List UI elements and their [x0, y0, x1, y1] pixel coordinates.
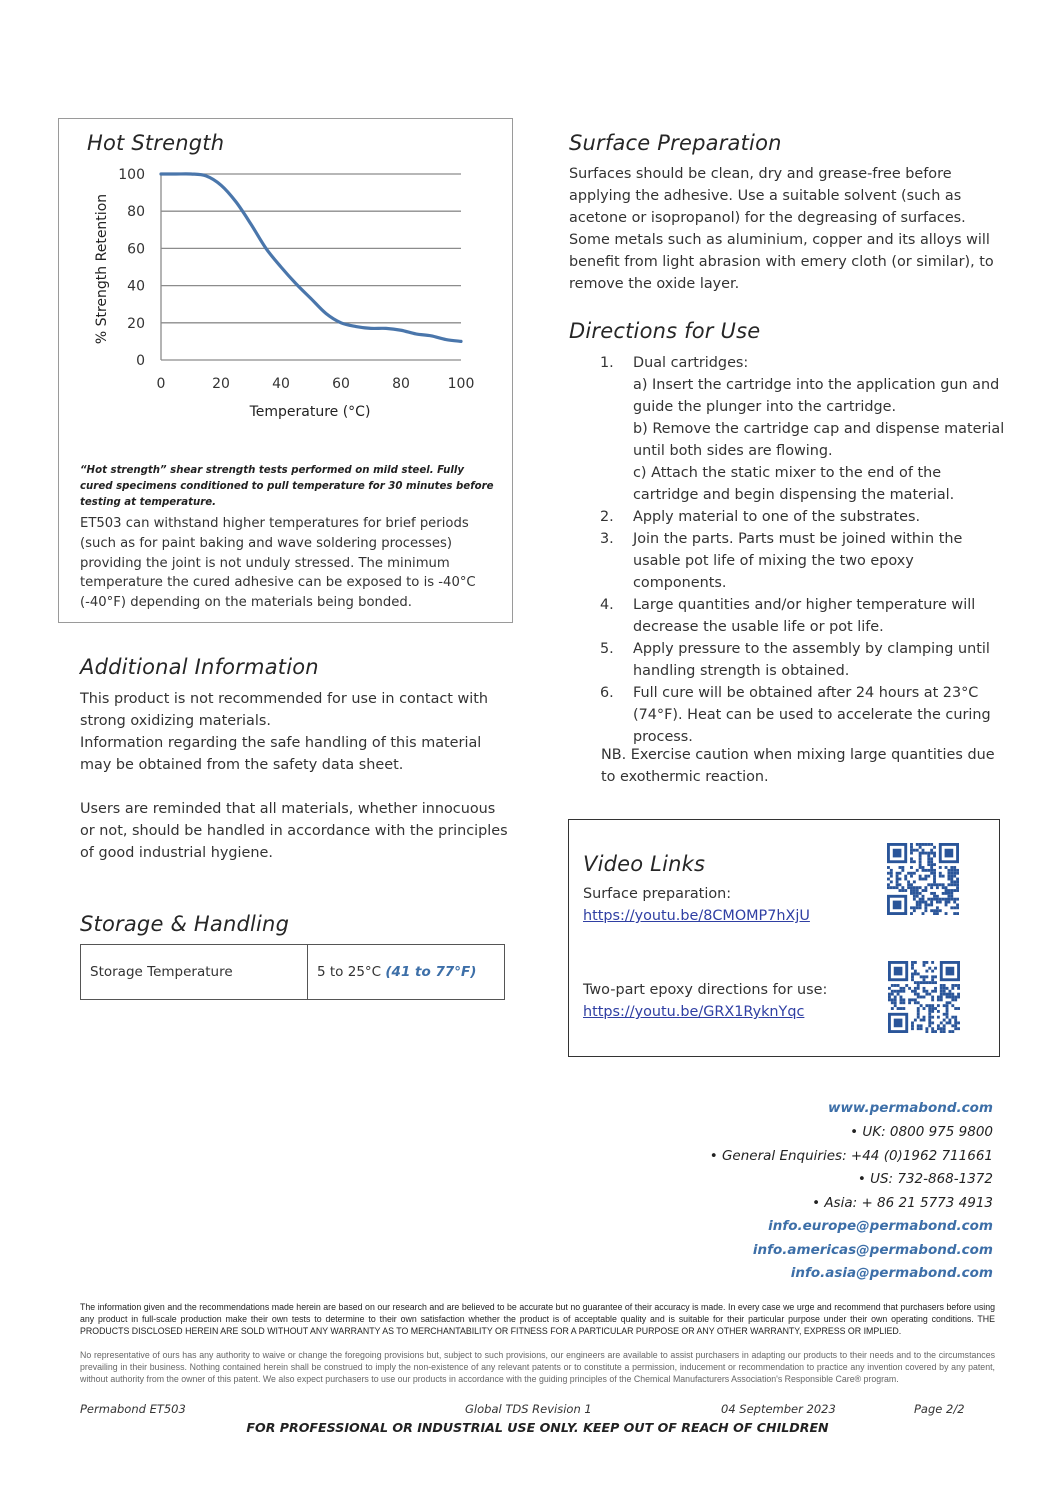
- direction-step-line: Full cure will be obtained after 24 hours at 23°C (74°F). Heat can be used to accelerate the curing process.: [633, 685, 991, 745]
- direction-step-text: [633, 352, 1010, 506]
- disclaimer-paragraph-2: No representative of ours has any authority to waive or change the foregoing provisions but, subject to such provisions, our engineers are available to assist purchasers in adapting our products to their needs and to the circumstances prevailing in their business. Nothing contained herein shall be construed to imply the non-existence of any relevant patents or to constitute a permission, inducement or recommendation to practice any invention covered by any patent, without authority from the owner of this patent. We also expect purchasers to use our products in accordance with the guiding principles of the Chemical Manufacturers Association's Responsible Care® program.: [80, 1350, 995, 1384]
- chart-series-line: [161, 174, 461, 342]
- disclaimer-paragraph-1: The information given and the recommendations made herein are based on our research and are believed to be accurate but no guarantee of their accuracy is made. In every case we urge and recommend that purchasers before using any product in full-scale production make their own tests to determine to their own satisfaction whether the product is of acceptable quality and is suitable for their particular purpose under their own operating conditions. THE PRODUCTS DISCLOSED HEREIN ARE SOLD WITHOUT ANY WARRANTY AS TO MERCHANTABILITY OR FITNESS FOR A PARTICULAR PURPOSE OR ANY OTHER WARRANTY, EXPRESS OR IMPLIED.: [80, 1302, 995, 1336]
- direction-step-number: 6.: [600, 685, 614, 701]
- additional-info-p2: Information regarding the safe handling of this material may be obtained from the safety data sheet.: [80, 735, 482, 773]
- chart-y-ticks: [118, 167, 145, 369]
- chart-x-tick-label: 100: [447, 376, 475, 392]
- temperature-note: ET503 can withstand higher temperatures for brief periods (such as for paint baking and wave soldering processes) providing the joint is not unduly stressed. The minimum temperature the cured adhesive can be exposed to is -40°C (-40°F) depending on the materials being bonded.: [80, 516, 476, 611]
- video-link1[interactable]: https://youtu.be/8CMOMP7hXjU: [583, 908, 810, 924]
- chart-x-tick-label: 80: [392, 376, 410, 392]
- chart-y-tick-label: 80: [127, 204, 145, 221]
- directions-list: [600, 352, 1010, 748]
- direction-step-text: [633, 528, 1010, 594]
- chart-y-tick-label: 20: [127, 315, 145, 332]
- chart-y-tick-label: 100: [118, 167, 145, 183]
- chart-x-tick-label: 60: [332, 376, 350, 392]
- video-links-title: Video Links: [583, 852, 706, 876]
- direction-step-line: Apply pressure to the assembly by clamping until handling strength is obtained.: [633, 641, 990, 679]
- storage-title: Storage & Handling: [80, 912, 290, 936]
- hot-strength-chart: [58, 118, 513, 448]
- direction-step-number: 3.: [600, 531, 614, 547]
- surface-prep-title: Surface Preparation: [569, 131, 782, 155]
- email-asia[interactable]: info.asia@permabond.com: [790, 1265, 993, 1281]
- email-americas[interactable]: info.americas@permabond.com: [752, 1242, 993, 1258]
- direction-step-line: Large quantities and/or higher temperature will decrease the usable life or pot life.: [633, 597, 976, 635]
- chart-y-axis-label: % Strength Retention: [94, 193, 110, 345]
- additional-info-p1: This product is not recommended for use in contact with strong oxidizing materials.: [80, 691, 489, 729]
- contact-asia: • Asia: + 86 21 5773 4913: [812, 1195, 993, 1211]
- direction-step-line: c) Attach the static mixer to the end of the cartridge and begin dispensing the material.: [633, 465, 955, 503]
- direction-step: [600, 638, 1010, 682]
- directions-title: Directions for Use: [569, 319, 761, 343]
- direction-step: [600, 352, 1010, 506]
- contact-uk: • UK: 0800 975 9800: [850, 1124, 993, 1140]
- direction-step-number: 2.: [600, 509, 614, 525]
- chart-gridlines: [161, 174, 461, 360]
- direction-step-number: 1.: [600, 355, 614, 371]
- chart-x-tick-label: 20: [212, 376, 230, 392]
- qr-code-icon[interactable]: [887, 843, 959, 915]
- direction-step-line: Apply material to one of the substrates.: [633, 509, 921, 525]
- chart-y-tick-label: 60: [127, 241, 145, 258]
- direction-step-line: Join the parts. Parts must be joined within the usable pot life of mixing the two epoxy components.: [633, 531, 963, 591]
- email-europe[interactable]: info.europe@permabond.com: [768, 1218, 993, 1234]
- direction-step-text: [633, 594, 1010, 638]
- storage-temperature-value: [308, 945, 476, 999]
- direction-step-text: [633, 682, 1010, 748]
- storage-table: [80, 944, 505, 1000]
- video-link2-label: Two-part epoxy directions for use:: [583, 982, 828, 998]
- website-link[interactable]: www.permabond.com: [827, 1100, 993, 1116]
- direction-step-number: 5.: [600, 641, 614, 657]
- additional-info-title: Additional Information: [80, 655, 319, 679]
- additional-info-body: [80, 688, 510, 864]
- footer-revision: Global TDS Revision 1: [465, 1402, 592, 1416]
- chart-x-axis-label: Temperature (°C): [249, 404, 371, 420]
- additional-info-p3: Users are reminded that all materials, whether innocuous or not, should be handled in accordance with the principles of good industrial hygiene.: [80, 801, 508, 861]
- direction-step-line: Dual cartridges:: [633, 355, 749, 371]
- footer-date: 04 September 2023: [721, 1402, 836, 1416]
- direction-step: [600, 506, 1010, 528]
- directions-note: NB. Exercise caution when mixing large quantities due to exothermic reaction.: [601, 747, 995, 785]
- storage-temperature-fahrenheit: (41 to 77°F): [385, 964, 477, 980]
- qr-code-icon[interactable]: [888, 961, 960, 1033]
- chart-y-tick-label: 40: [127, 278, 145, 295]
- surface-prep-body: Surfaces should be clean, dry and grease-free before applying the adhesive. Use a suitable solvent (such as acetone or isopropanol) for the degreasing of surfaces. Some metals such as aluminium, copper and its alloys will benefit from light abrasion with emery cloth (or similar), to remove the oxide layer.: [569, 166, 994, 292]
- storage-temperature-celsius: 5 to 25°C: [317, 964, 382, 980]
- direction-step-line: b) Remove the cartridge cap and dispense material until both sides are flowing.: [633, 421, 1005, 459]
- chart-y-tick-label: 0: [136, 353, 145, 369]
- chart-x-ticks: [157, 376, 475, 392]
- contact-us: • US: 732-868-1372: [857, 1171, 993, 1187]
- contact-general: • General Enquiries: +44 (0)1962 711661: [709, 1148, 993, 1164]
- video-link1-label: Surface preparation:: [583, 886, 732, 902]
- chart-footnote: “Hot strength” shear strength tests performed on mild steel. Fully cured specimens conditioned to pull temperature for 30 minutes before testing at temperature.: [80, 465, 494, 508]
- footer-warning: FOR PROFESSIONAL OR INDUSTRIAL USE ONLY. KEEP OUT OF REACH OF CHILDREN: [246, 1420, 829, 1435]
- direction-step-text: [633, 638, 1010, 682]
- chart-x-tick-label: 0: [156, 376, 166, 392]
- footer-page: Page 2/2: [914, 1402, 965, 1416]
- direction-step: [600, 682, 1010, 748]
- hot-strength-title: Hot Strength: [87, 131, 225, 155]
- storage-temperature-label: Storage Temperature: [81, 945, 308, 999]
- direction-step-number: 4.: [600, 597, 614, 613]
- direction-step-text: [633, 506, 1010, 528]
- direction-step: [600, 528, 1010, 594]
- chart-x-tick-label: 40: [272, 376, 290, 392]
- video-link2[interactable]: https://youtu.be/GRX1RyknYqc: [583, 1004, 805, 1020]
- direction-step: [600, 594, 1010, 638]
- direction-step-line: a) Insert the cartridge into the application gun and guide the plunger into the cartridge.: [633, 377, 1000, 415]
- footer-product: Permabond ET503: [80, 1402, 186, 1416]
